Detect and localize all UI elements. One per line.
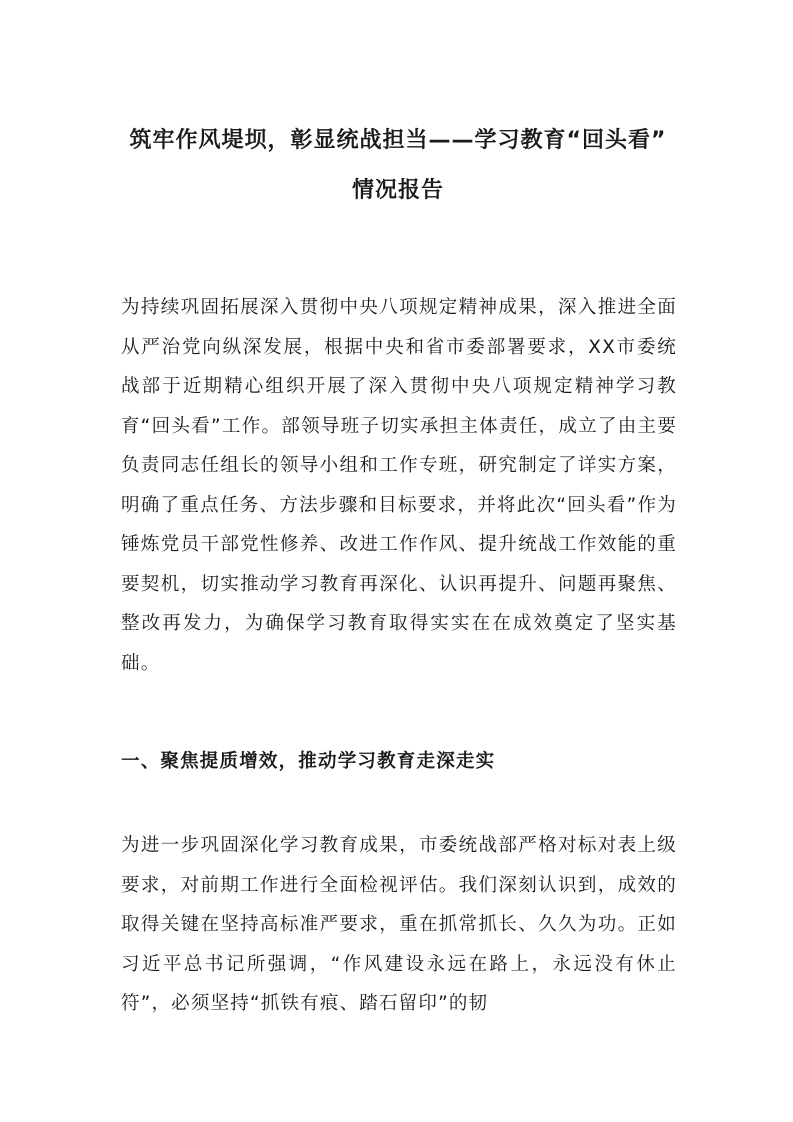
intro-paragraph: 为持续巩固拓展深入贯彻中央八项规定精神成果，深入推进全面从严治党向纵深发展，根据中央和省市委部署要求，XX市委统战部于近期精心组织开展了深入贯彻中央八项规定精神学习教育“回头看”工作。部领导班子切实承担主体责任，成立了由主要负责同志任组长的领导小组和工作专班，研究制定了详实方案，明确了重点任务、方法步骤和目标要求，并将此次“回头看”作为锤炼党员干部党性修养、改进工作作风、提升统战工作效能的重要契机，切实推动学习教育再深化、认识再提升、问题再聚焦、整改再发力，为确保学习教育取得实实在在成效奠定了坚实基础。 <box>121 297 677 674</box>
document-title-line-1: 筑牢作风堤坝，彰显统战担当——学习教育“回头看” <box>129 128 667 153</box>
section-1-paragraph: 为进一步巩固深化学习教育成果，市委统战部严格对标对表上级要求，对前期工作进行全面检视评估。我们深刻认识到，成效的取得关键在坚持高标准严要求，重在抓常抓长、久久为功。正如习近平总书记所强调，“作风建设永远在路上，永远没有休止符”，必须坚持“抓铁有痕、踏石留印”的韧 <box>121 835 677 1014</box>
section-heading-1: 一、聚焦提质增效，推动学习教育走深走实 <box>121 751 496 772</box>
document-title-line-2: 情况报告 <box>351 178 444 203</box>
